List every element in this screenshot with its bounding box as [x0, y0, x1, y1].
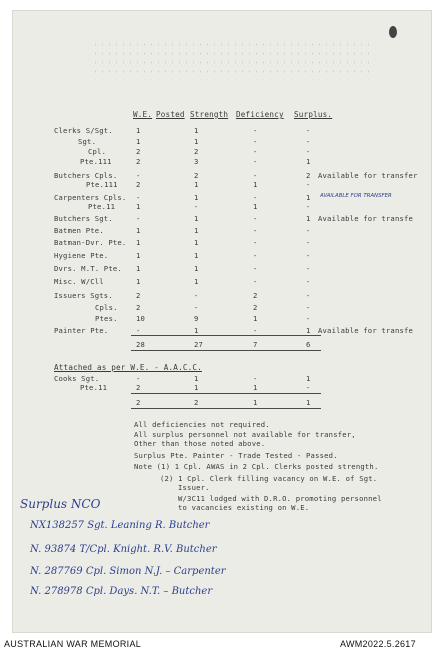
row-label: Pte.11 — [88, 202, 116, 211]
cell-surplus: - — [306, 202, 311, 211]
attached-deficiency: 1 — [253, 383, 258, 392]
cell-deficiency: - — [253, 326, 258, 335]
cell-we: 1 — [136, 264, 141, 273]
row-note: Available for transfe — [318, 214, 414, 223]
handwritten-heading: Surplus NCO — [20, 497, 101, 511]
cell-surplus: 1 — [306, 157, 311, 166]
cell-deficiency: - — [253, 277, 258, 286]
cell-deficiency: - — [253, 214, 258, 223]
cell-we: 2 — [136, 303, 141, 312]
cell-surplus: - — [306, 226, 311, 235]
cell-we: 1 — [136, 277, 141, 286]
cell-we: - — [136, 171, 141, 180]
cell-surplus: 1 — [306, 326, 311, 335]
row-label: Painter Pte. — [54, 326, 109, 335]
cell-we: 2 — [136, 180, 141, 189]
attached-we: 2 — [136, 383, 141, 392]
handwritten-line: N. 93874 T/Cpl. Knight. R.V. Butcher — [30, 544, 217, 555]
cell-posted: 1 — [194, 326, 199, 335]
row-label: Sgt. — [78, 137, 97, 146]
cell-we: - — [136, 193, 141, 202]
row-label: Batmen Pte. — [54, 226, 104, 235]
attached-total-we: 2 — [136, 398, 141, 407]
total-surplus: 6 — [306, 340, 311, 349]
attached-we: - — [136, 374, 141, 383]
cell-deficiency: 2 — [253, 303, 258, 312]
attached-rule — [131, 393, 321, 394]
cell-we: 2 — [136, 147, 141, 156]
cell-deficiency: - — [253, 126, 258, 135]
total-we: 28 — [136, 340, 146, 349]
attached-title: Attached as per W.E. - A.A.C.C. — [54, 363, 202, 372]
cell-deficiency: - — [253, 251, 258, 260]
cell-deficiency: - — [253, 137, 258, 146]
attached-deficiency: - — [253, 374, 258, 383]
cell-deficiency: - — [253, 264, 258, 273]
note-line: (2) 1 Cpl. Clerk filling vacancy on W.E. of Sgt. — [160, 474, 378, 483]
cell-posted: 1 — [194, 126, 199, 135]
cell-we: 1 — [136, 202, 141, 211]
row-label: Cpls. — [95, 303, 118, 312]
cell-surplus: - — [306, 251, 311, 260]
row-label: Batman-Dvr. Pte. — [54, 238, 127, 247]
cell-deficiency: 1 — [253, 202, 258, 211]
totals-bottom-rule — [131, 350, 321, 351]
attached-surplus: 1 — [306, 374, 311, 383]
cell-surplus: - — [306, 126, 311, 135]
cell-posted: 1 — [194, 238, 199, 247]
note-line: Other than those noted above. — [134, 439, 266, 448]
row-label: Pte.111 — [80, 157, 112, 166]
cell-deficiency: - — [253, 226, 258, 235]
totals-rule — [131, 335, 321, 336]
note-line: to vacancies existing on W.E. — [178, 503, 310, 512]
footer-accession: AWM2022.5.2617 — [340, 639, 416, 649]
row-note: Available for transfer — [318, 171, 418, 180]
cell-surplus: - — [306, 264, 311, 273]
cell-posted: 1 — [194, 193, 199, 202]
document-page — [12, 10, 432, 633]
note-line: All deficiencies not required. — [134, 420, 270, 429]
attached-posted: 1 — [194, 383, 199, 392]
punch-hole — [389, 26, 397, 38]
row-label: Ptes. — [95, 314, 118, 323]
cell-posted: 1 — [194, 264, 199, 273]
total-posted: 27 — [194, 340, 204, 349]
row-label: Cpl. — [88, 147, 107, 156]
note-line: Issuer. — [178, 483, 210, 492]
col-header-surplus: Surplus. — [294, 110, 333, 119]
cell-surplus: 1 — [306, 193, 311, 202]
handwritten-line: N. 287769 Cpl. Simon N.J. – Carpenter — [30, 566, 226, 577]
cell-we: 2 — [136, 157, 141, 166]
cell-we: 10 — [136, 314, 146, 323]
attached-label: Pte.11 — [80, 383, 108, 392]
cell-posted: 1 — [194, 226, 199, 235]
row-label: Clerks S/Sgt. — [54, 126, 113, 135]
cell-surplus: - — [306, 147, 311, 156]
row-label: Pte.111 — [86, 180, 118, 189]
col-header-strength: Strength — [190, 110, 229, 119]
attached-total-deficiency: 1 — [253, 398, 258, 407]
cell-we: 1 — [136, 238, 141, 247]
cell-we: 1 — [136, 126, 141, 135]
cell-surplus: - — [306, 238, 311, 247]
row-label: Dvrs. M.T. Pte. — [54, 264, 122, 273]
note-line: Surplus Pte. Painter - Trade Tested - Passed. — [134, 451, 338, 460]
cell-posted: 9 — [194, 314, 199, 323]
attached-total-surplus: 1 — [306, 398, 311, 407]
attached-total-posted: 2 — [194, 398, 199, 407]
cell-we: 1 — [136, 251, 141, 260]
handwritten-line: N. 278978 Cpl. Days. N.T. – Butcher — [30, 586, 213, 597]
cell-deficiency: 1 — [253, 180, 258, 189]
cell-posted: 3 — [194, 157, 199, 166]
cell-posted: - — [194, 303, 199, 312]
cell-we: 1 — [136, 137, 141, 146]
handwritten-note: AVAILABLE FOR TRANSFER — [320, 193, 392, 199]
note-line: All surplus personnel not available for transfer, — [134, 430, 356, 439]
cell-we: 1 — [136, 226, 141, 235]
cell-we: - — [136, 214, 141, 223]
row-label: Hygiene Pte. — [54, 251, 109, 260]
row-label: Carpenters Cpls. — [54, 193, 127, 202]
cell-surplus: - — [306, 303, 311, 312]
cell-surplus: - — [306, 277, 311, 286]
cell-surplus: - — [306, 314, 311, 323]
cell-deficiency: - — [253, 238, 258, 247]
cell-deficiency: - — [253, 193, 258, 202]
cell-posted: 1 — [194, 137, 199, 146]
cell-posted: 1 — [194, 214, 199, 223]
cell-deficiency: 1 — [253, 314, 258, 323]
handwritten-line: NX138257 Sgt. Leaning R. Butcher — [30, 520, 210, 531]
note-line: Note (1) 1 Cpl. AWAS in 2 Cpl. Clerks posted strength. — [134, 462, 379, 471]
cell-posted: - — [194, 291, 199, 300]
total-deficiency: 7 — [253, 340, 258, 349]
row-label: Butchers Cpls. — [54, 171, 118, 180]
cell-surplus: - — [306, 180, 311, 189]
col-header-deficiency: Deficiency — [236, 110, 284, 119]
row-note: Available for transfe — [318, 326, 414, 335]
col-header-we: W.E. — [133, 110, 153, 119]
cell-we: - — [136, 326, 141, 335]
cell-deficiency: - — [253, 171, 258, 180]
row-label: Issuers Sgts. — [54, 291, 113, 300]
cell-posted: 1 — [194, 277, 199, 286]
cell-posted: 2 — [194, 171, 199, 180]
cell-deficiency: 2 — [253, 291, 258, 300]
note-line: W/3C11 lodged with D.R.O. promoting personnel — [178, 494, 382, 503]
attached-posted: 1 — [194, 374, 199, 383]
cell-posted: 2 — [194, 147, 199, 156]
row-label: Misc. W/Cll — [54, 277, 104, 286]
cell-deficiency: - — [253, 147, 258, 156]
footer-institution: AUSTRALIAN WAR MEMORIAL — [4, 639, 142, 649]
cell-posted: 1 — [194, 251, 199, 260]
cell-surplus: 2 — [306, 171, 311, 180]
row-label: Butchers Sgt. — [54, 214, 113, 223]
cell-surplus: - — [306, 137, 311, 146]
cell-posted: - — [194, 202, 199, 211]
show-through-text — [92, 40, 372, 80]
cell-posted: 1 — [194, 180, 199, 189]
cell-surplus: 1 — [306, 214, 311, 223]
cell-surplus: - — [306, 291, 311, 300]
attached-label: Cooks Sgt. — [54, 374, 100, 383]
col-header-posted: Posted — [156, 110, 185, 119]
cell-deficiency: - — [253, 157, 258, 166]
attached-surplus: - — [306, 383, 311, 392]
attached-bottom-rule — [131, 408, 321, 409]
cell-we: 2 — [136, 291, 141, 300]
